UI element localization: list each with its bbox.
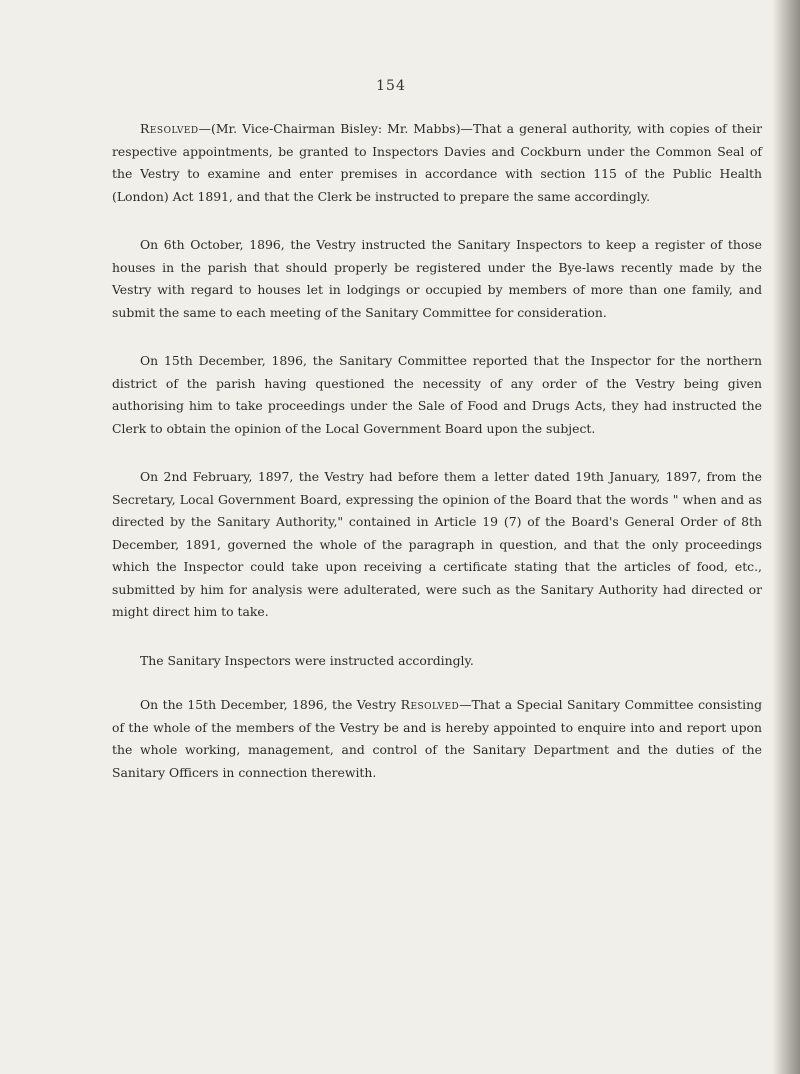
page-number: 154 (376, 78, 406, 94)
paragraph-special-committee (112, 694, 762, 784)
paragraph-prefix: On the 15th December, 1896, the Vestry (140, 697, 401, 712)
resolved-heading: Resolved (140, 121, 199, 136)
paragraph-inspectors-instructed (112, 650, 762, 673)
paragraph-local-government-letter (112, 466, 762, 624)
paragraph-text: On 6th October, 1896, the Vestry instructed the Sanitary Inspectors to keep a register of those houses in the parish that should properly be registered under the Bye-laws recently made by the Vestry with regard to houses let in lodgings or occupied by members of more than one family, and submit the same to each meeting of the Sanitary Committee for consideration. (112, 237, 762, 320)
paragraph-text: —That a Special Sanitary Committee consisting of the whole of the members of the Vestry be and is hereby appointed to enquire into and report upon the whole working, management, and control of the Sanitary Department and the duties of the Sanitary Officers in connection therewith. (112, 697, 762, 780)
document-body (112, 118, 762, 810)
page-edge-shadow (772, 0, 800, 1074)
resolved-heading: Resolved (400, 697, 460, 712)
paragraph-sanitary-committee-report (112, 350, 762, 440)
paragraph-text: On 2nd February, 1897, the Vestry had before them a letter dated 19th January, 1897, from the Secretary, Local Government Board, expressing the opinion of the Board that the words " when and as directed by the Sanitary Authority," contained in Article 19 (7) of the Board's General Order of 8th December, 1891, governed the whole of the paragraph in question, and that the only proceedings which the Inspector could take upon receiving a certificate stating that the articles of food, etc., submitted by him for analysis were adulterated, were such as the Sanitary Authority had directed or might direct him to take. (112, 469, 762, 619)
paragraph-text: The Sanitary Inspectors were instructed accordingly. (140, 652, 474, 668)
paragraph-text: —(Mr. Vice-Chairman Bisley: Mr. Mabbs)—That a general authority, with copies of their respective appointments, be granted to Inspectors Davies and Cockburn under the Common Seal of the Vestry to examine and enter premises in accordance with section 115 of the Public Health (London) Act 1891, and that the Clerk be instructed to prepare the same accordingly. (112, 121, 762, 204)
paragraph-register-of-houses (112, 234, 762, 324)
paragraph-text: On 15th December, 1896, the Sanitary Committee reported that the Inspector for the northern district of the parish having questioned the necessity of any order of the Vestry being given authorising him to take proceedings under the Sale of Food and Drugs Acts, they had instructed the Clerk to obtain the opinion of the Local Government Board upon the subject. (112, 353, 762, 436)
paragraph-resolution-authority (112, 118, 762, 208)
